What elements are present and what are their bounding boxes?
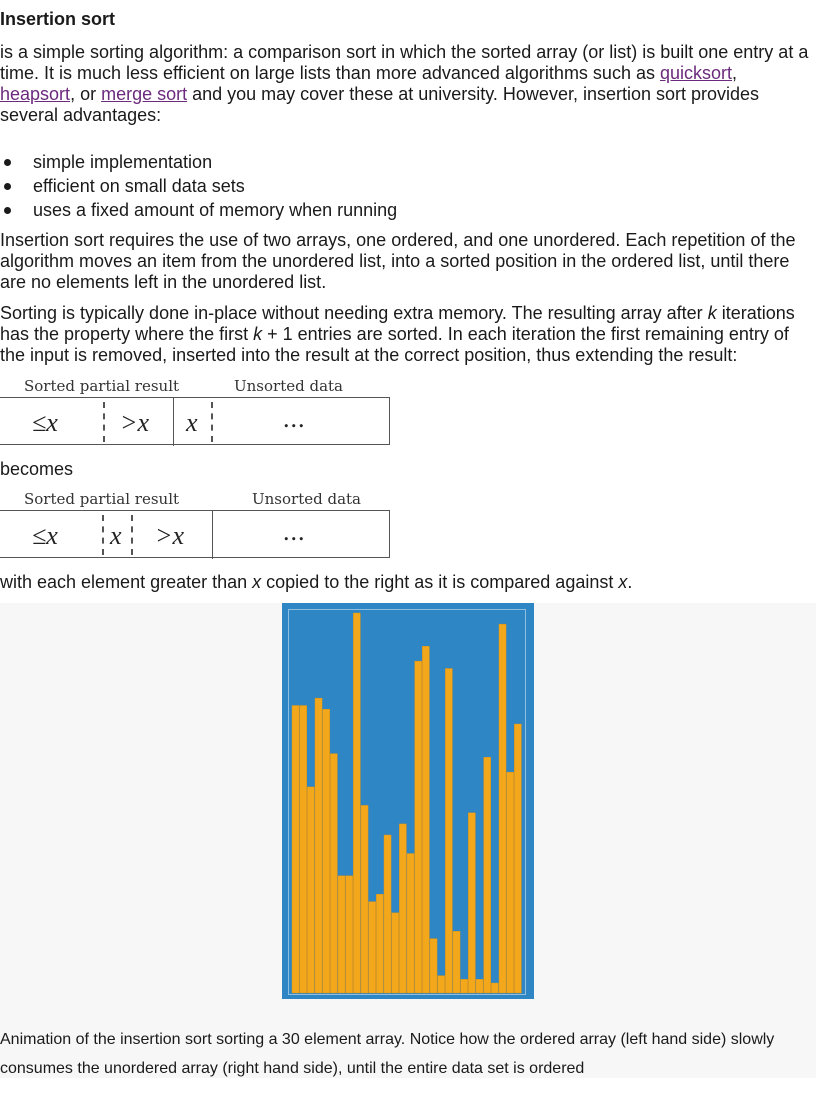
greater-cell: >x xyxy=(155,521,185,550)
array-bar xyxy=(338,876,345,993)
array-bar xyxy=(491,983,498,993)
becomes-text: becomes xyxy=(0,459,74,479)
bar-chart xyxy=(289,610,525,994)
list-item-text: simple implementation xyxy=(33,152,213,172)
heapsort-link[interactable]: heapsort xyxy=(0,84,71,104)
divider xyxy=(212,511,213,559)
ellipsis-cell: ... xyxy=(283,517,306,546)
bullet-icon xyxy=(4,207,11,214)
sorted-partial-label: Sorted partial result xyxy=(24,377,180,395)
page-title: Insertion sort xyxy=(0,9,116,29)
k-variable: k xyxy=(253,324,263,344)
array-bar xyxy=(407,854,414,994)
animation-section xyxy=(0,603,816,1078)
sorted-partial-label: Sorted partial result xyxy=(24,490,180,508)
array-bar xyxy=(376,894,383,993)
intro-paragraph xyxy=(0,42,816,126)
comparison-paragraph xyxy=(0,572,816,593)
para-text: Sorting is typically done in-place without needing extra memory. The resulting array after xyxy=(0,303,708,323)
array-bar xyxy=(369,902,376,993)
divider xyxy=(131,515,133,555)
k-variable: k xyxy=(707,303,717,323)
x-cell: x xyxy=(110,521,122,550)
intro-separator: , xyxy=(732,63,738,83)
para-text: . xyxy=(627,572,633,592)
para-text: + 1 entries are sorted. In each iteration the first remaining entry of the input is removed, inserted into the result at the correct position, thus extending the result: xyxy=(0,324,789,365)
greater-cell: >x xyxy=(120,408,150,437)
insertion-diagram-before xyxy=(0,377,392,447)
array-bar xyxy=(392,913,399,993)
array-bar xyxy=(415,661,422,993)
bullet-icon xyxy=(4,159,11,166)
in-place-paragraph xyxy=(0,303,816,366)
less-equal-cell: ≤x xyxy=(32,408,58,437)
quicksort-link[interactable]: quicksort xyxy=(659,63,733,83)
merge-sort-link[interactable]: merge sort xyxy=(101,84,188,104)
array-bar xyxy=(453,931,460,993)
array-bar xyxy=(422,646,429,993)
array-box xyxy=(0,397,390,445)
array-bar xyxy=(445,669,452,994)
divider xyxy=(103,402,105,442)
array-bar xyxy=(330,754,337,993)
para-text: copied to the right as it is compared against xyxy=(261,572,619,592)
array-bar xyxy=(468,813,475,993)
insertion-diagram-after xyxy=(0,490,392,560)
array-bar xyxy=(292,706,299,994)
list-item-text: uses a fixed amount of memory when running xyxy=(33,200,398,220)
array-bar xyxy=(300,706,307,994)
array-bar xyxy=(307,787,314,993)
intro-text: is a simple sorting algorithm: a comparison sort in which the sorted array (or list) is built one entry at a time. It is much less efficient on large lists than more advanced algorithms such as xyxy=(0,42,809,83)
ellipsis-cell: ... xyxy=(283,404,306,433)
para-text: with each element greater than xyxy=(0,572,253,592)
animation-caption: Animation of the insertion sort sorting a 30 element array. Notice how the ordered array (left hand side) slowly consumes the unordered array (right hand side), until the entire data set is ordered xyxy=(0,1031,775,1077)
divider xyxy=(173,398,174,446)
array-bar xyxy=(438,976,445,993)
array-bar xyxy=(384,835,391,993)
x-variable: x xyxy=(618,572,628,592)
list-item-text: efficient on small data sets xyxy=(33,176,245,196)
array-bar xyxy=(514,724,521,993)
array-bar xyxy=(353,613,360,993)
list-item xyxy=(0,174,700,198)
list-item xyxy=(0,150,700,174)
array-bar xyxy=(499,624,506,993)
less-equal-cell: ≤x xyxy=(32,521,58,550)
insertion-sort-animation xyxy=(282,603,534,999)
advantages-list xyxy=(0,150,700,222)
bullet-icon xyxy=(4,183,11,190)
intro-separator: , or xyxy=(70,84,102,104)
list-item xyxy=(0,198,700,222)
animation-frame xyxy=(288,609,526,995)
array-bar xyxy=(361,805,368,993)
para-text: iterations has the property where the first xyxy=(0,303,795,344)
unsorted-data-label: Unsorted data xyxy=(252,490,361,508)
array-bar xyxy=(461,979,468,993)
divider xyxy=(102,515,104,555)
array-box xyxy=(0,510,390,558)
intro-text-end: and you may cover these at university. However, insertion sort provides several advantages: xyxy=(0,84,760,125)
array-bar xyxy=(346,876,353,993)
array-bar xyxy=(484,757,491,993)
divider xyxy=(211,402,213,442)
x-cell: x xyxy=(186,408,198,437)
array-bar xyxy=(399,824,406,993)
arrays-paragraph: Insertion sort requires the use of two arrays, one ordered, and one unordered. Each repetition of the algorithm moves an item from the unordered list, into a sorted position in the ordered list, until there are no elements left in the unordered list. xyxy=(0,230,796,292)
array-bar xyxy=(323,709,330,993)
array-bar xyxy=(476,979,483,993)
unsorted-data-label: Unsorted data xyxy=(234,377,343,395)
array-bar xyxy=(430,939,437,993)
array-bar xyxy=(315,698,322,993)
array-bar xyxy=(507,772,514,993)
x-variable: x xyxy=(252,572,262,592)
